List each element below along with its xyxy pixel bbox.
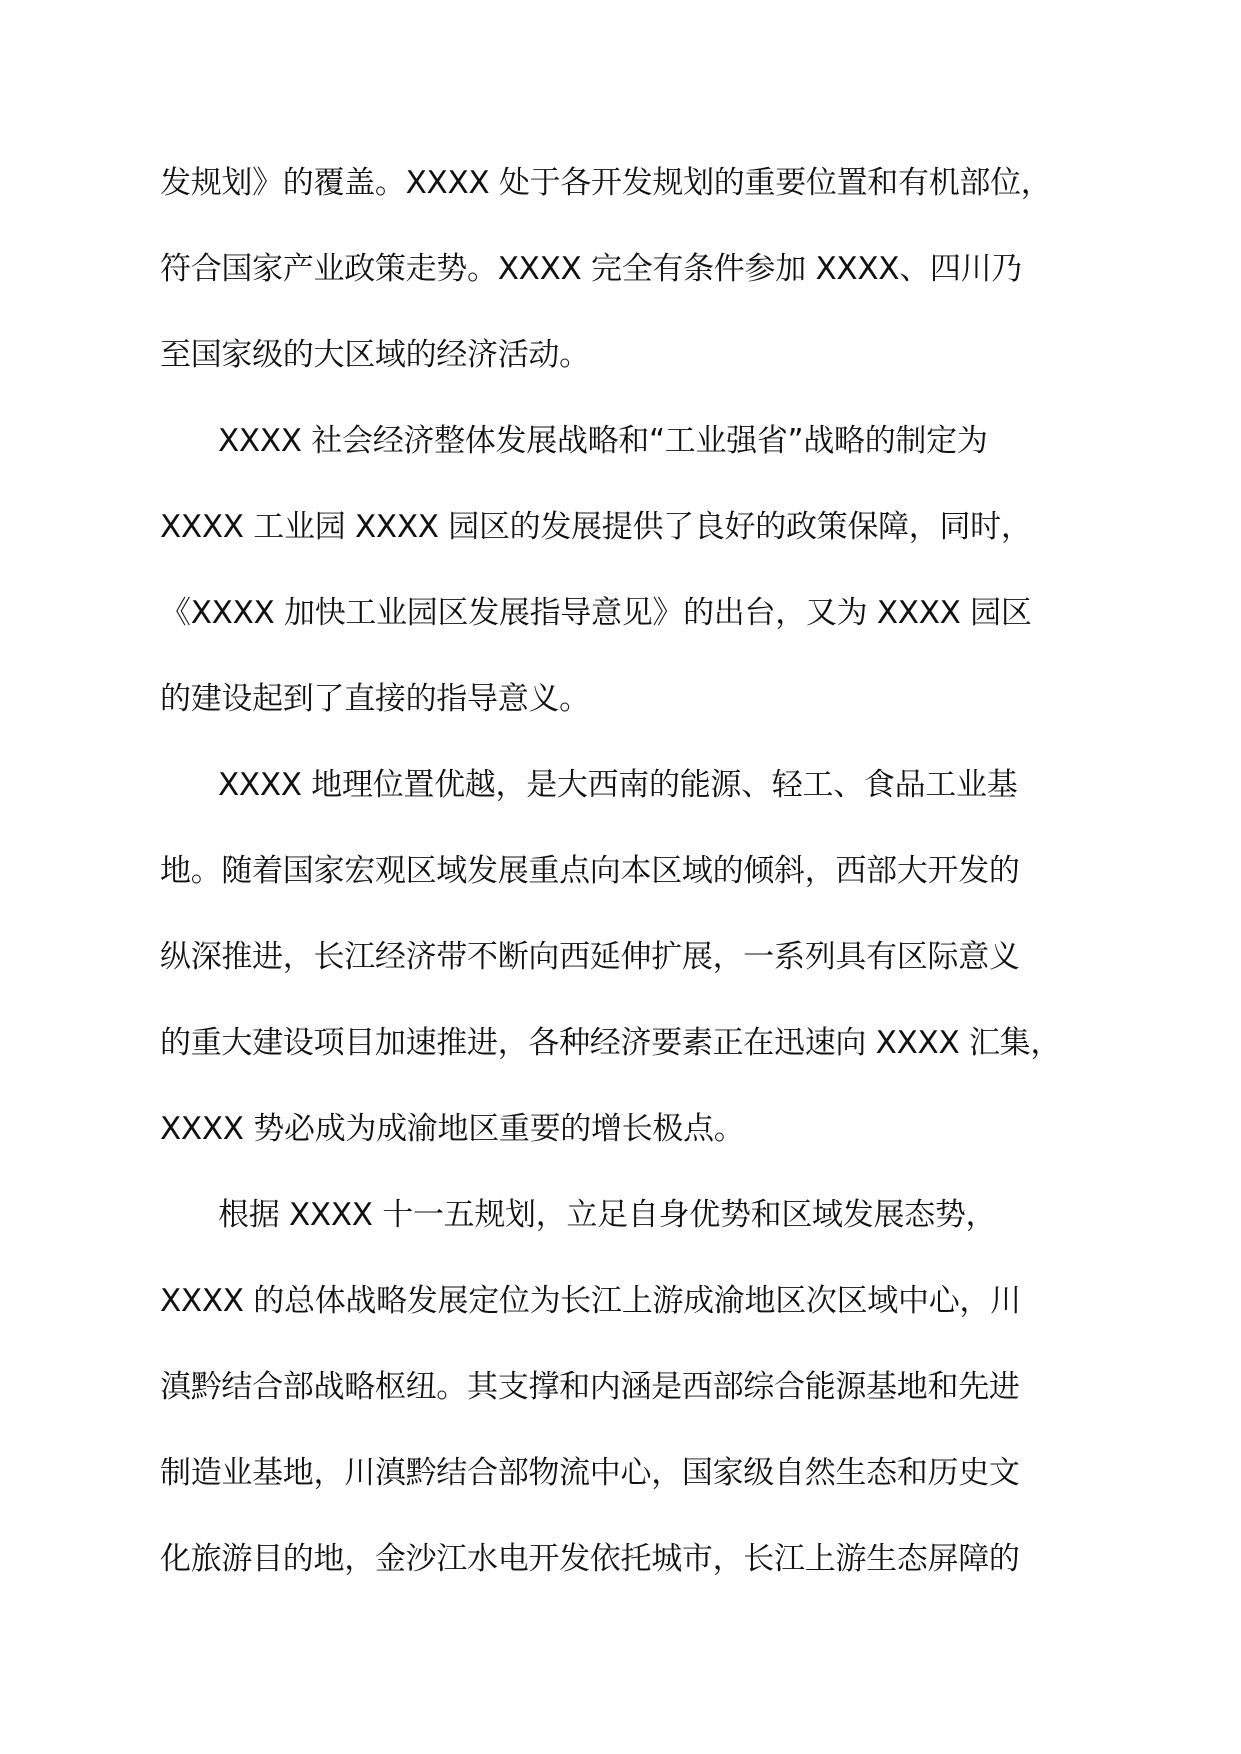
text-line-12: XXXX 势必成为成渝地区重要的增长极点。 xyxy=(160,1111,745,1147)
text-line-7: 的建设起到了直接的指导意义。 xyxy=(160,681,590,717)
text-line-9: 地。随着国家宏观区域发展重点向本区域的倾斜，西部大开发的 xyxy=(160,853,1020,889)
text-line-17: 化旅游目的地，金沙江水电开发依托城市，长江上游生态屏障的 xyxy=(160,1541,1020,1577)
text-line-6: 《XXXX 加快工业园区发展指导意见》的出台，又为 XXXX 园区 xyxy=(160,595,1032,631)
text-line-3: 至国家级的大区域的经济活动。 xyxy=(160,337,590,373)
paragraph-3-line-1: XXXX 地理位置优越，是大西南的能源、轻工、食品工业基 xyxy=(218,767,1018,803)
text-line-1: 发规划》的覆盖。XXXX 处于各开发规划的重要位置和有机部位， xyxy=(160,165,1052,201)
text-line-11: 的重大建设项目加速推进，各种经济要素正在迅速向 XXXX 汇集， xyxy=(160,1025,1062,1061)
text-line-14: XXXX 的总体战略发展定位为长江上游成渝地区次区域中心，川 xyxy=(160,1283,1021,1319)
paragraph-2-line-1: XXXX 社会经济整体发展战略和“工业强省”战略的制定为 xyxy=(218,423,988,459)
text-line-2: 符合国家产业政策走势。XXXX 完全有条件参加 XXXX、四川乃 xyxy=(160,251,1023,287)
text-line-16: 制造业基地，川滇黔结合部物流中心，国家级自然生态和历史文 xyxy=(160,1455,1020,1491)
text-line-15: 滇黔结合部战略枢纽。其支撑和内涵是西部综合能源基地和先进 xyxy=(160,1369,1020,1405)
text-line-5: XXXX 工业园 XXXX 园区的发展提供了良好的政策保障，同时， xyxy=(160,509,1032,545)
paragraph-4-line-1: 根据 XXXX 十一五规划，立足自身优势和区域发展态势， xyxy=(218,1197,997,1233)
body-text xyxy=(160,140,1100,1602)
text-line-10: 纵深推进，长江经济带不断向西延伸扩展，一系列具有区际意义 xyxy=(160,939,1020,975)
